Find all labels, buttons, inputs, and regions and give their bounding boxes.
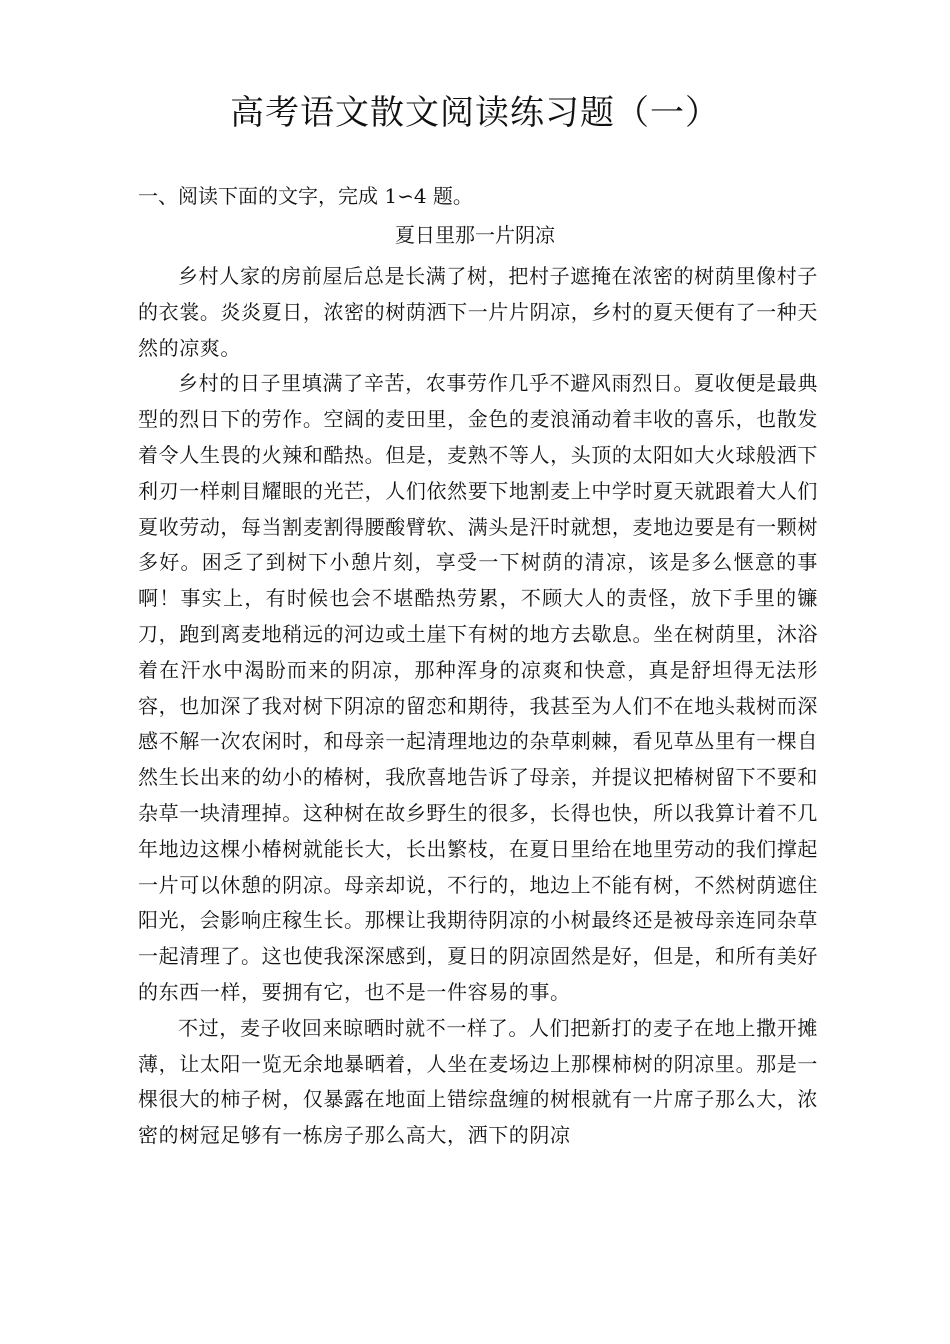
paragraph-1: 乡村人家的房前屋后总是长满了树，把村子遮掩在浓密的树荫里像村子的衣裳。炎炎夏日，浓密的树荫洒下一片片阴凉，乡村的夏天便有了一种天然的凉爽。: [138, 264, 818, 360]
document-title: 高考语文散文阅读练习题（一）: [230, 93, 720, 133]
article-title: 夏日里那一片阴凉: [395, 223, 555, 247]
article-body: [138, 259, 818, 1154]
paragraph-2: 乡村的日子里填满了辛苦，农事劳作几乎不避风雨烈日。夏收便是最典型的烈日下的劳作。空阔的麦田里，金色的麦浪涌动着丰收的喜乐，也散发着令人生畏的火辣和酷热。但是，麦熟不等人，头顶的太阳如大火球般洒下利刃一样刺目耀眼的光芒，人们依然要下地割麦上中学时夏天就跟着大人们夏收劳动，每当割麦割得腰酸臂软、满头是汗时就想，麦地边要是有一颗树多好。困乏了到树下小憩片刻，享受一下树荫的清凉，该是多么惬意的事啊！事实上，有时候也会不堪酷热劳累，不顾大人的责怪，放下手里的镰刀，跑到离麦地稍远的河边或土崖下有树的地方去歇息。坐在树荫里，沐浴着在汗水中渴盼而来的阴凉，那种浑身的凉爽和快意，真是舒坦得无法形容，也加深了我对树下阴凉的留恋和期待，我甚至为人们不在地头栽树而深感不解一次农闲时，和母亲一起清理地边的杂草刺棘，看见草丛里有一棵自然生长出来的幼小的椿树，我欣喜地告诉了母亲，并提议把椿树留下不要和杂草一块清理掉。这种树在故乡野生的很多，长得也快，所以我算计着不几年地边这棵小椿树就能长大，长出繁枝，在夏日里给在地里劳动的我们撑起一片可以休憩的阴凉。母亲却说，不行的，地边上不能有树，不然树荫遮住阳光，会影响庄稼生长。那棵让我期待阴凉的小树最终还是被母亲连同杂草一起清理了。这也使我深深感到，夏日的阴凉固然是好，但是，和所有美好的东西一样，要拥有它，也不是一件容易的事。: [138, 371, 818, 1004]
paragraph-3: 不过，麦子收回来晾晒时就不一样了。人们把新打的麦子在地上撒开摊薄，让太阳一览无余地暴晒着，人坐在麦场边上那棵柿树的阴凉里。那是一棵很大的柿子树，仅暴露在地面上错综盘缠的树根就有一片席子那么大，浓密的树冠足够有一栋房子那么高大，洒下的阴凉: [138, 1015, 818, 1148]
question-instruction: 一、阅读下面的文字，完成 1∽4 题。: [138, 184, 473, 208]
